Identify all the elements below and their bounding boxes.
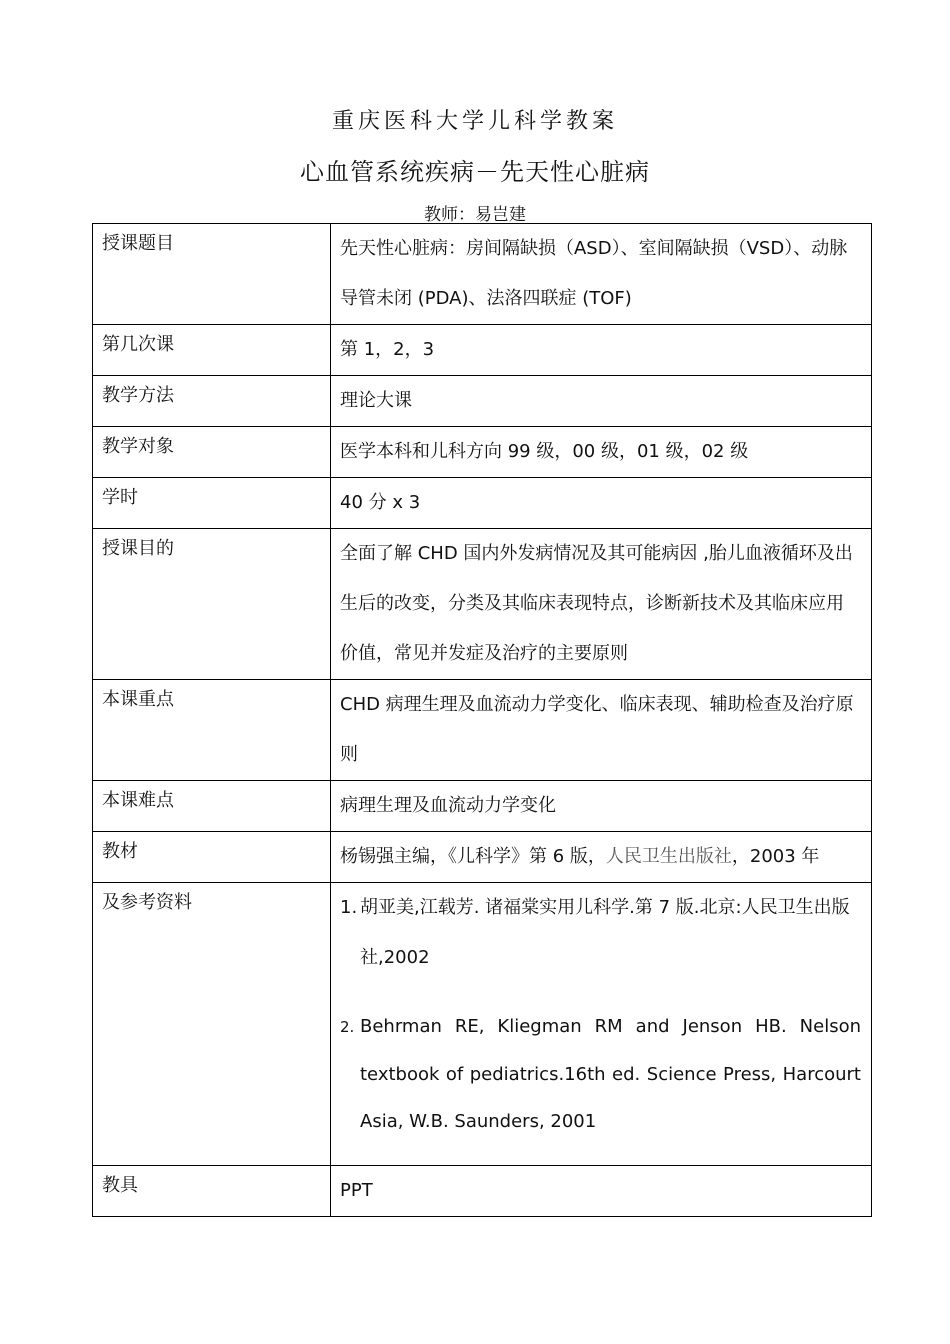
row-label: 及参考资料 (93, 883, 331, 1166)
table-row (93, 224, 872, 325)
row-label: 教学方法 (93, 376, 331, 427)
row-label: 教学对象 (93, 427, 331, 478)
table-row (93, 529, 872, 680)
table-row (93, 478, 872, 529)
table-row (93, 376, 872, 427)
row-value (331, 883, 872, 1166)
lesson-title: 心血管系统疾病－先天性心脏病 (300, 158, 650, 186)
row-value: 医学本科和儿科方向 99 级，00 级，01 级，02 级 (331, 427, 872, 478)
row-value: 病理生理及血流动力学变化 (331, 781, 872, 832)
row-value: 全面了解 CHD 国内外发病情况及其可能病因 ,胎儿血液循环及出生后的改变，分类及其临床表现特点，诊断新技术及其临床应用价值，常见并发症及治疗的主要原则 (331, 529, 872, 680)
row-value: 第 1，2，3 (331, 325, 872, 376)
row-label: 教材 (93, 832, 331, 883)
table-row (93, 781, 872, 832)
table-row (93, 427, 872, 478)
lesson-plan-table (92, 223, 872, 1217)
row-label: 授课题目 (93, 224, 331, 325)
row-label: 本课重点 (93, 680, 331, 781)
row-value: 先天性心脏病：房间隔缺损（ASD）、室间隔缺损（VSD）、动脉导管未闭 (PDA)、法洛四联症 (TOF) (331, 224, 872, 325)
textbook-editor: 杨锡强主编，《儿科学》第 6 版， (340, 846, 606, 867)
row-value: CHD 病理生理及血流动力学变化、临床表现、辅助检查及治疗原则 (331, 680, 872, 781)
row-value: 40 分 x 3 (331, 478, 872, 529)
textbook-publisher: 人民卫生出版社 (605, 846, 732, 867)
reference-item (340, 883, 861, 983)
table-row (93, 1166, 872, 1217)
row-label: 学时 (93, 478, 331, 529)
teacher-name: 教师：易岂建 (424, 205, 526, 225)
textbook-year: ，2003 年 (731, 846, 820, 867)
reference-number: 2. (340, 1018, 355, 1036)
row-label: 教具 (93, 1166, 331, 1217)
row-label: 本课难点 (93, 781, 331, 832)
table-row (93, 832, 872, 883)
row-label: 授课目的 (93, 529, 331, 680)
reference-item (340, 1003, 861, 1145)
table-row (93, 680, 872, 781)
row-value (331, 832, 872, 883)
row-value: PPT (331, 1166, 872, 1217)
reference-text: Behrman RE, Kliegman RM and Jenson HB. Nelson textbook of pediatrics.16th ed. Science Press, Harcourt Asia, W.B. Saunders, 2001 (360, 1016, 861, 1132)
row-value: 理论大课 (331, 376, 872, 427)
school-title: 重庆医科大学儿科学教案 (331, 109, 618, 134)
reference-text: 胡亚美,江载芳. 诸福棠实用儿科学.第 7 版.北京:人民卫生出版社,2002 (360, 897, 850, 968)
reference-list (340, 883, 861, 1145)
row-label: 第几次课 (93, 325, 331, 376)
table-row (93, 883, 872, 1166)
reference-number: 1. (340, 897, 358, 918)
table-row (93, 325, 872, 376)
